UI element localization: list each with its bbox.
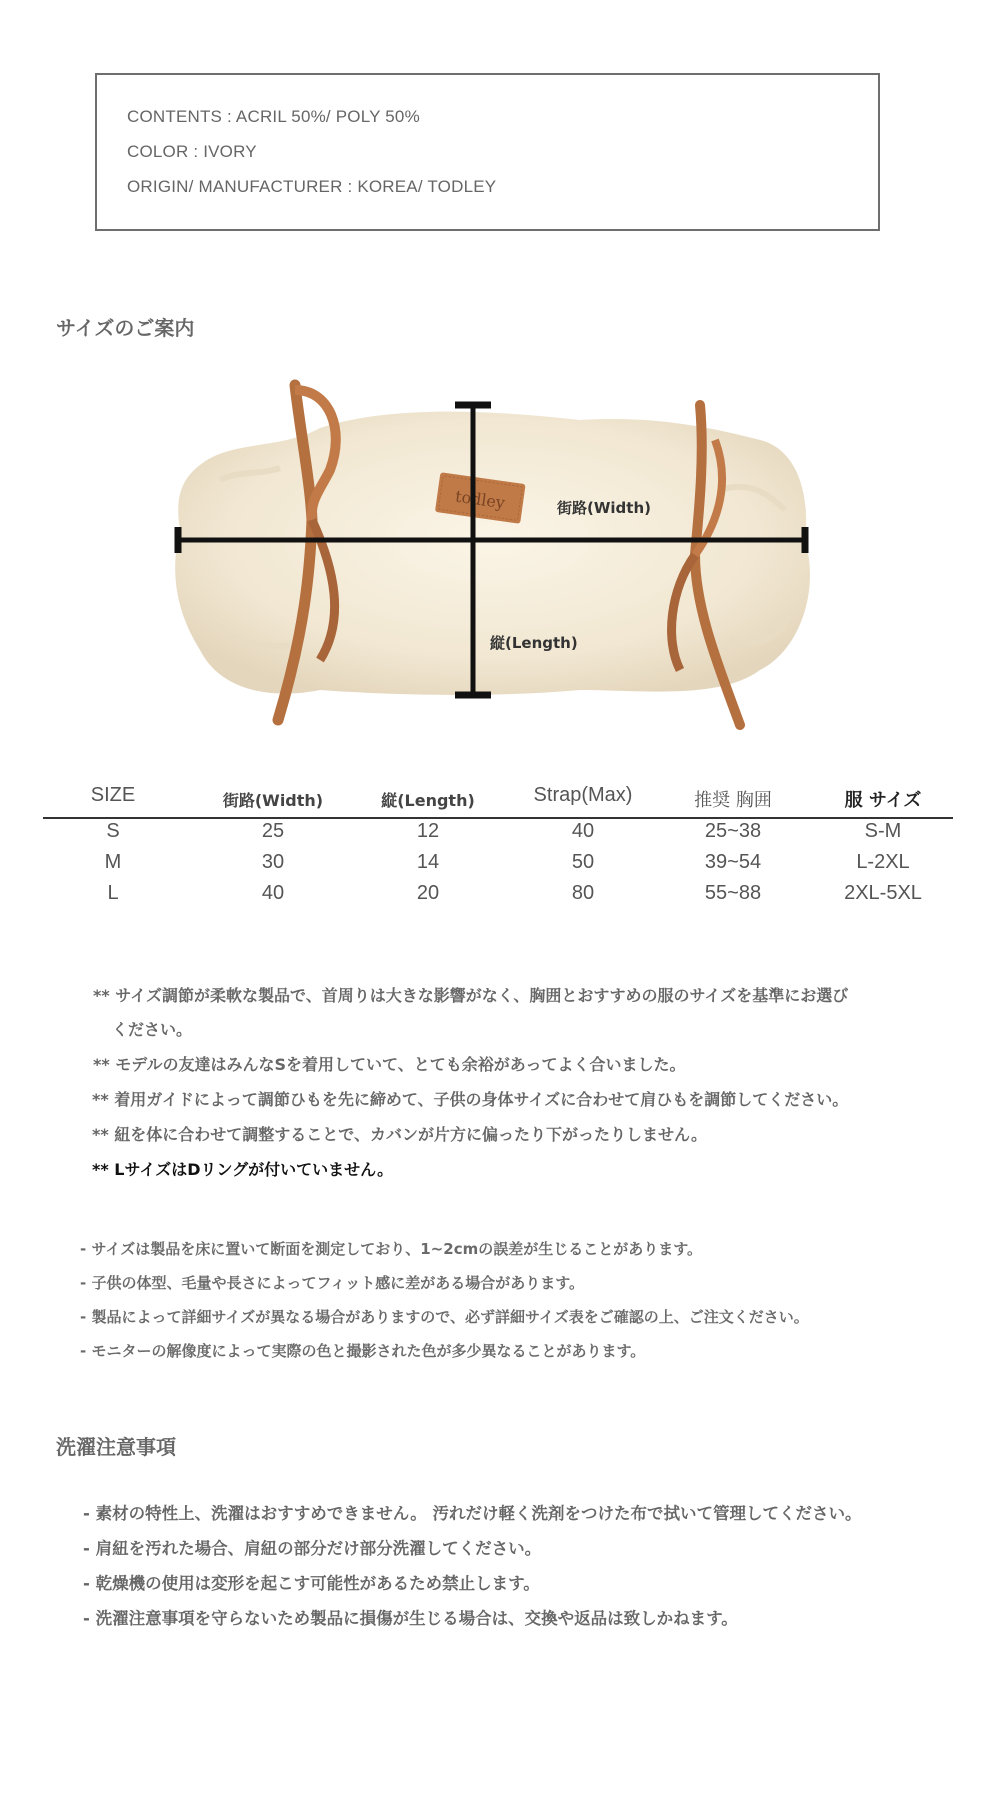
cell-size: M: [104, 851, 122, 873]
header-width: 街路(Width): [222, 791, 324, 810]
size-table: [43, 780, 953, 913]
cell-length: 12: [416, 820, 440, 842]
table-header-row: [43, 780, 953, 817]
washing-item: - 乾燥機の使用は変形を起こす可能性があるため禁止します。: [83, 1574, 540, 1593]
measure-note: - 子供の体型、毛量や長さによってフィット感に差がある場合があります。: [80, 1274, 585, 1292]
header-size: SIZE: [90, 784, 136, 806]
size-guide-title: サイズのご案内: [56, 316, 195, 340]
product-info-box: [95, 73, 880, 231]
cell-clothes-size: 2XL-5XL: [844, 882, 922, 904]
cell-strap: 80: [571, 882, 595, 904]
fit-note: ** サイズ調節が柔軟な製品で、首周りは大きな影響がなく、胸囲とおすすめの服のサイズを基準にお選び: [93, 986, 849, 1005]
fit-note-continued: ください。: [112, 1020, 193, 1039]
color-text: COLOR : IVORY: [127, 142, 257, 161]
measure-note: - サイズは製品を床に置いて断面を測定しており、1~2cmの誤差が生じることがあります。: [80, 1240, 703, 1258]
model-note: ** モデルの友達はみんなSを着用していて、とても余裕があってよく合いました。: [93, 1055, 686, 1074]
origin-text: ORIGIN/ MANUFACTURER : KOREA/ TODLEY: [127, 177, 497, 196]
cell-clothes-size: L-2XL: [856, 851, 910, 873]
product-size-diagram: [160, 370, 840, 740]
table-row: [43, 820, 953, 851]
washing-title: 洗濯注意事項: [56, 1435, 176, 1459]
table-row: [43, 851, 953, 882]
table-divider: [43, 817, 953, 819]
washing-item: - 洗濯注意事項を守らないため製品に損傷が生じる場合は、交換や返品は致しかねます。: [83, 1609, 738, 1628]
cell-length: 20: [416, 882, 440, 904]
cell-size: S: [106, 820, 120, 842]
logo-text: todley: [454, 486, 507, 513]
cell-strap: 50: [571, 851, 595, 873]
contents-text: CONTENTS : ACRIL 50%/ POLY 50%: [127, 107, 420, 126]
length-label: 縦(Length): [490, 634, 578, 652]
width-label: 街路(Width): [557, 499, 651, 517]
cell-strap: 40: [571, 820, 595, 842]
table-row: [43, 882, 953, 913]
washing-item: - 肩紐を汚れた場合、肩紐の部分だけ部分洗濯してください。: [83, 1539, 542, 1558]
cell-size: L: [107, 882, 119, 904]
cell-width: 30: [261, 851, 285, 873]
measure-note: - 製品によって詳細サイズが異なる場合がありますので、必ず詳細サイズ表をご確認の上、ご注文ください。: [80, 1308, 809, 1326]
measure-note: - モニターの解像度によって実際の色と撮影された色が多少異なることがあります。: [80, 1342, 646, 1360]
cell-clothes-size: S-M: [864, 820, 902, 842]
strap-note: ** 紐を体に合わせて調整することで、カバンが片方に偏ったり下がったりしません。: [92, 1125, 707, 1144]
header-clothes-size: 服 サイズ: [844, 790, 922, 811]
header-strap: Strap(Max): [533, 784, 633, 806]
adjust-note: ** 着用ガイドによって調節ひもを先に締めて、子供の身体サイズに合わせて肩ひもを調節してください。: [92, 1090, 849, 1109]
header-length: 縦(Length): [381, 791, 475, 810]
dring-note: ** LサイズはDリングが付いていません。: [92, 1160, 394, 1179]
cell-chest: 55~88: [704, 882, 762, 904]
cell-length: 14: [416, 851, 440, 873]
cell-width: 25: [261, 820, 285, 842]
cell-chest: 39~54: [704, 851, 762, 873]
header-chest: 推奨 胸囲: [694, 790, 772, 811]
washing-item: - 素材の特性上、洗濯はおすすめできません。 汚れだけ軽く洗剤をつけた布で拭いて管理してください。: [83, 1504, 862, 1523]
cell-width: 40: [261, 882, 285, 904]
product-illustration: [160, 370, 840, 740]
cell-chest: 25~38: [704, 820, 762, 842]
